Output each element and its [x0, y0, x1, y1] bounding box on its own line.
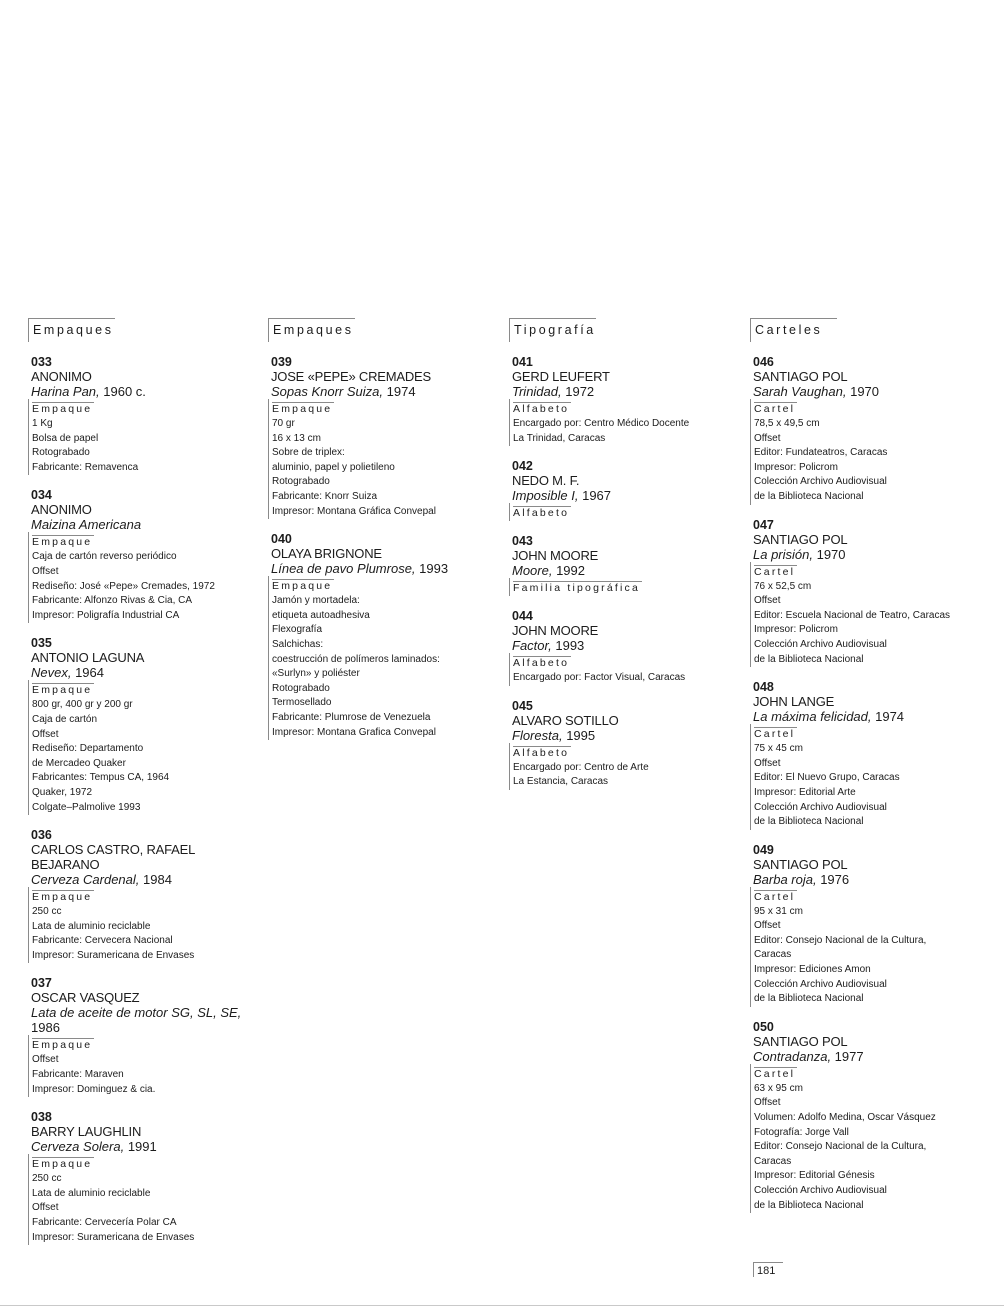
entry-detail-line: Encargado por: Centro de Arte — [513, 761, 649, 773]
entry-detail-line: aluminio, papel y polietileno — [272, 461, 395, 473]
entry-detail-line: Impresor: Montana Grafica Convepal — [272, 726, 436, 738]
entry-title: Sarah Vaughan, — [753, 384, 847, 399]
entry-number: 047 — [753, 517, 774, 532]
entry-category: Empaque — [32, 1039, 93, 1052]
entry-detail-line: Rotograbado — [272, 682, 330, 694]
entry-detail-line: Offset — [32, 1202, 59, 1214]
entry-detail-line: Caracas — [754, 1155, 792, 1167]
entry-detail-line: Lata de aluminio reciclable — [32, 1187, 151, 1199]
entry-detail-line: 78,5 x 49,5 cm — [754, 418, 820, 429]
entry-detail-line: Editor: Fundateatros, Caracas — [754, 447, 888, 459]
entry-detail-line: Fabricante: Knorr Suiza — [272, 490, 378, 502]
entry-detail-line: Impresor: Editorial Génesis — [754, 1170, 875, 1182]
entry-category: Cartel — [754, 565, 796, 578]
entry-detail-line: Editor: Escuela Nacional de Teatro, Caracas — [754, 609, 951, 621]
entry-title-line — [28, 384, 250, 399]
entry-year: 1976 — [816, 871, 850, 887]
entry-details — [750, 724, 990, 830]
page-number: 181 — [753, 1262, 783, 1277]
entry-category: Familia tipográfica — [513, 582, 640, 595]
entry-author: CARLOS CASTRO, RAFAEL BEJARANO — [31, 842, 195, 873]
entry-title-line — [509, 638, 734, 653]
entry-title-line — [750, 547, 990, 562]
entry-detail-line: Rotograbado — [272, 476, 330, 488]
entry-category: Cartel — [754, 403, 796, 415]
entry-detail-line: 75 x 45 cm — [754, 743, 803, 755]
catalog-entry — [750, 355, 990, 505]
entry-author: ANONIMO — [31, 369, 92, 384]
entry-title-line — [28, 872, 250, 887]
entry-details — [509, 743, 734, 790]
entry-detail-line: Offset — [32, 728, 59, 740]
entry-category: Empaque — [32, 891, 93, 904]
catalog-entry — [28, 976, 250, 1097]
entry-detail-line: Colgate–Palmolive 1993 — [32, 801, 141, 813]
section-header: Carteles — [750, 318, 837, 342]
catalog-entry — [750, 518, 990, 668]
entry-detail-line: Offset — [754, 920, 781, 932]
entry-detail-line: 63 x 95 cm — [754, 1082, 803, 1094]
entry-detail-line: Fotografía: Jorge Vall — [754, 1126, 849, 1138]
entry-detail-line: etiqueta autoadhesiva — [272, 609, 370, 621]
entry-detail-line: Editor: Consejo Nacional de la Cultura, — [754, 934, 927, 946]
entry-category: Alfabeto — [513, 403, 570, 415]
entry-title: Factor, — [512, 638, 552, 654]
entry-year: 1995 — [562, 727, 596, 743]
entry-title-line — [750, 872, 990, 887]
entry-title-line — [268, 561, 493, 576]
entry-detail-line: La Trinidad, Caracas — [513, 432, 606, 444]
catalog-entry — [750, 680, 990, 830]
entry-number: 033 — [31, 355, 52, 369]
entry-detail-line: Impresor: Policrom — [754, 624, 838, 636]
entry-detail-line: de la Biblioteca Nacional — [754, 490, 864, 502]
entry-title-line — [28, 517, 250, 532]
entry-year: 1993 — [551, 638, 585, 654]
catalog-entry — [509, 699, 734, 790]
entry-title: Barba roja, — [753, 871, 817, 887]
entry-title: Moore, — [512, 563, 553, 579]
entry-details — [750, 1064, 990, 1213]
entry-author: ANONIMO — [31, 502, 92, 518]
entry-details — [509, 503, 734, 521]
entry-detail-line: Offset — [754, 757, 781, 769]
entry-number: 037 — [31, 976, 52, 991]
entry-title: Línea de pavo Plumrose, — [271, 561, 416, 577]
entry-details — [509, 653, 734, 686]
entry-number: 046 — [753, 355, 774, 369]
entry-category: Cartel — [754, 728, 796, 741]
entry-number: 038 — [31, 1110, 52, 1125]
entry-detail-line: Editor: Consejo Nacional de la Cultura, — [754, 1141, 927, 1153]
entry-detail-line: Caracas — [754, 949, 792, 961]
entry-detail-line: Colección Archivo Audiovisual — [754, 476, 887, 488]
entry-number: 042 — [512, 459, 533, 474]
entry-detail-line: Fabricante: Remavenca — [32, 461, 139, 473]
catalog-entry — [28, 636, 250, 815]
entry-details — [28, 399, 250, 475]
entry-title: Trinidad, — [512, 384, 562, 399]
entry-detail-line: «Surlyn» y poliéster — [272, 668, 360, 680]
entry-detail-line: Offset — [754, 595, 781, 607]
entry-category: Alfabeto — [513, 746, 570, 759]
entry-author: ALVARO SOTILLO — [512, 712, 619, 728]
entry-detail-line: Quaker, 1972 — [32, 786, 93, 798]
entry-category: Empaque — [32, 403, 93, 415]
entry-details — [750, 887, 990, 1007]
entry-details — [750, 562, 990, 668]
entry-detail-line: 800 gr, 400 gr y 200 gr — [32, 699, 133, 711]
entry-category: Empaque — [32, 684, 93, 697]
entry-details — [268, 576, 493, 740]
entry-details — [28, 532, 250, 623]
entry-year: 1986 — [31, 1020, 60, 1036]
entry-details — [509, 578, 734, 596]
entry-title-line — [28, 1139, 250, 1154]
entry-detail-line: de la Biblioteca Nacional — [754, 653, 864, 665]
catalog-entry — [750, 1020, 990, 1213]
catalog-entry — [268, 355, 493, 519]
entry-detail-line: de la Biblioteca Nacional — [754, 1199, 864, 1211]
entry-detail-line: Caja de cartón — [32, 713, 98, 725]
entry-title-line — [509, 563, 734, 578]
entry-title: Imposible I, — [512, 488, 579, 504]
catalog-entry — [750, 843, 990, 1007]
entry-author: BARRY LAUGHLIN — [31, 1124, 142, 1140]
entry-detail-line: Impresor: Suramericana de Envases — [32, 949, 195, 961]
entry-title-line — [509, 488, 734, 503]
entry-author: OSCAR VASQUEZ — [31, 990, 140, 1006]
entry-year: 1970 — [812, 546, 846, 562]
entry-title: Cerveza Cardenal, — [31, 872, 140, 888]
entry-year: 1960 c. — [99, 384, 146, 399]
entry-title-line — [28, 1005, 250, 1035]
entry-detail-line: Colección Archivo Audiovisual — [754, 1185, 887, 1196]
entry-detail-line: Impresor: Dominguez & cia. — [32, 1083, 156, 1095]
entry-author: OLAYA BRIGNONE — [271, 546, 382, 562]
entry-detail-line: Encargado por: Factor Visual, Caracas — [513, 672, 686, 684]
entry-detail-line: Offset — [754, 432, 781, 444]
catalog-entry — [509, 459, 734, 521]
entry-title-line — [750, 384, 990, 399]
entry-detail-line: 1 Kg — [32, 418, 53, 429]
entry-detail-line: Sobre de triplex: — [272, 447, 345, 459]
entry-number: 040 — [271, 532, 292, 547]
entry-detail-line: Salchichas: — [272, 638, 324, 650]
entry-author: JOHN MOORE — [512, 548, 599, 564]
entry-title: Harina Pan, — [31, 384, 100, 399]
entry-title: Contradanza, — [753, 1048, 832, 1064]
entry-title-line — [509, 728, 734, 743]
entry-number: 044 — [512, 609, 533, 624]
entry-details — [28, 1035, 250, 1097]
entry-number: 041 — [512, 355, 533, 369]
catalog-entry — [509, 534, 734, 596]
entry-number: 036 — [31, 828, 52, 843]
entry-detail-line: Jamón y mortadela: — [272, 595, 360, 607]
entry-title: La máxima felicidad, — [753, 709, 872, 725]
entry-author: SANTIAGO POL — [753, 856, 848, 872]
column-4 — [750, 318, 990, 1226]
entry-detail-line: Impresor: Editorial Arte — [754, 786, 856, 798]
entry-detail-line: Termosellado — [272, 697, 332, 709]
entry-detail-line: 95 x 31 cm — [754, 905, 803, 917]
entry-detail-line: Impresor: Ediciones Amon — [754, 964, 871, 976]
entry-detail-line: de la Biblioteca Nacional — [754, 993, 864, 1005]
entry-author: NEDO M. F. — [512, 473, 580, 489]
entry-number: 043 — [512, 534, 533, 549]
entry-detail-line: Colección Archivo Audiovisual — [754, 978, 887, 990]
entry-details — [28, 680, 250, 815]
entry-category: Alfabeto — [513, 657, 570, 670]
entry-details — [28, 1154, 250, 1245]
entry-detail-line: Impresor: Policrom — [754, 461, 838, 473]
entry-number: 045 — [512, 698, 533, 713]
entry-detail-line: Impresor: Montana Gráfica Convepal — [272, 505, 436, 517]
catalog-entry — [509, 609, 734, 686]
entry-detail-line: Encargado por: Centro Médico Docente — [513, 418, 690, 429]
entry-detail-line: Lata de aluminio reciclable — [32, 920, 151, 932]
entry-title: Floresta, — [512, 727, 563, 743]
entry-year: 1991 — [124, 1139, 157, 1155]
entry-detail-line: Colección Archivo Audiovisual — [754, 801, 887, 813]
entry-detail-line: 76 x 52,5 cm — [754, 580, 812, 592]
entry-number: 048 — [753, 680, 774, 695]
entry-title: Lata de aceite de motor SG, SL, SE, — [31, 1005, 242, 1021]
entry-year: 1984 — [139, 872, 172, 888]
entry-detail-line: coestrucción de polímeros laminados: — [272, 653, 440, 665]
entry-title: Sopas Knorr Suiza, — [271, 384, 384, 399]
entry-detail-line: Volumen: Adolfo Medina, Oscar Vásquez — [754, 1112, 936, 1124]
entry-details — [750, 399, 990, 505]
entry-category: Alfabeto — [513, 507, 570, 520]
entry-detail-line: Fabricantes: Tempus CA, 1964 — [32, 772, 170, 784]
entry-detail-line: Colección Archivo Audiovisual — [754, 638, 887, 650]
entry-detail-line: Caja de cartón reverso periódico — [32, 551, 177, 563]
entry-title-line — [750, 709, 990, 724]
catalog-entry — [268, 532, 493, 740]
entry-title-line — [750, 1049, 990, 1064]
entry-detail-line: Rediseño: Departamento — [32, 743, 144, 755]
entry-detail-line: Offset — [32, 565, 59, 577]
entry-number: 050 — [753, 1019, 774, 1034]
catalog-entry — [28, 1110, 250, 1245]
entry-title: Nevex, — [31, 665, 72, 681]
section-header: Empaques — [28, 318, 115, 342]
entry-year: 1972 — [561, 384, 595, 399]
entry-detail-line: Bolsa de papel — [32, 432, 99, 444]
entry-detail-line: Fabricante: Alfonzo Rivas & Cia, CA — [32, 595, 193, 607]
entry-detail-line: 16 x 13 cm — [272, 432, 321, 444]
entry-detail-line: Impresor: Suramericana de Envases — [32, 1231, 195, 1243]
entry-author: SANTIAGO POL — [753, 531, 848, 547]
entry-author: JOHN LANGE — [753, 694, 835, 710]
entry-author: ANTONIO LAGUNA — [31, 650, 145, 666]
entry-year: 1964 — [71, 665, 105, 681]
entry-title-line — [509, 384, 734, 399]
entry-category: Empaque — [272, 580, 333, 593]
column-3 — [509, 318, 734, 803]
entry-detail-line: 250 cc — [32, 906, 62, 918]
entry-category: Empaque — [32, 1158, 93, 1171]
entry-title: Cerveza Solera, — [31, 1139, 125, 1155]
entry-category: Empaque — [272, 403, 333, 415]
entry-detail-line: 250 cc — [32, 1173, 62, 1185]
entry-detail-line: Fabricante: Cervecería Polar CA — [32, 1217, 177, 1229]
entry-year: 1967 — [578, 488, 612, 504]
entry-author: JOHN MOORE — [512, 623, 599, 639]
bottom-rule — [0, 1305, 1004, 1306]
entry-detail-line: Flexografía — [272, 624, 323, 636]
section-header: Empaques — [268, 318, 355, 342]
entry-details — [268, 399, 493, 519]
entry-detail-line: de la Biblioteca Nacional — [754, 816, 864, 828]
entry-number: 034 — [31, 488, 52, 503]
entry-detail-line: Impresor: Poligrafía Industrial CA — [32, 609, 180, 621]
entry-year: 1974 — [871, 709, 905, 725]
entry-number: 049 — [753, 842, 774, 857]
entry-detail-line: Fabricante: Plumrose de Venezuela — [272, 711, 431, 723]
entry-author: GERD LEUFERT — [512, 369, 610, 384]
column-2 — [268, 318, 493, 753]
entry-title-line — [268, 384, 493, 399]
entry-author: SANTIAGO POL — [753, 1033, 848, 1049]
entry-year: 1970 — [846, 384, 880, 399]
entry-detail-line: Rediseño: José «Pepe» Cremades, 1972 — [32, 580, 215, 592]
entry-detail-line: Editor: El Nuevo Grupo, Caracas — [754, 772, 900, 784]
entry-category: Empaque — [32, 536, 93, 549]
entry-title: Maizina Americana — [31, 517, 142, 533]
entry-title-line — [28, 665, 250, 680]
entry-details — [509, 399, 734, 446]
catalog-entry — [28, 488, 250, 623]
entry-number: 035 — [31, 636, 52, 651]
entry-number: 039 — [271, 355, 292, 369]
entry-details — [28, 887, 250, 963]
entry-detail-line: Fabricante: Maraven — [32, 1069, 124, 1081]
entry-detail-line: Offset — [32, 1054, 59, 1066]
entry-category: Cartel — [754, 890, 796, 903]
section-header: Tipografía — [509, 318, 596, 342]
entry-detail-line: Rotograbado — [32, 447, 90, 459]
catalog-entry — [509, 355, 734, 446]
entry-detail-line: Fabricante: Cervecera Nacional — [32, 935, 173, 947]
entry-detail-line: de Mercadeo Quaker — [32, 757, 126, 769]
entry-year: 1993 — [415, 561, 449, 577]
entry-author: SANTIAGO POL — [753, 369, 848, 384]
catalog-entry — [28, 828, 250, 963]
entry-category: Cartel — [754, 1067, 796, 1080]
column-1 — [28, 318, 250, 1258]
catalog-entry — [28, 355, 250, 475]
entry-year: 1974 — [383, 384, 416, 399]
entry-detail-line: La Estancia, Caracas — [513, 776, 609, 788]
entry-detail-line: Offset — [754, 1097, 781, 1109]
entry-title: La prisión, — [753, 546, 813, 562]
entry-year: 1992 — [552, 563, 586, 579]
entry-author: JOSE «PEPE» CREMADES — [271, 369, 431, 384]
entry-detail-line: 70 gr — [272, 418, 295, 429]
entry-year: 1977 — [831, 1048, 864, 1064]
